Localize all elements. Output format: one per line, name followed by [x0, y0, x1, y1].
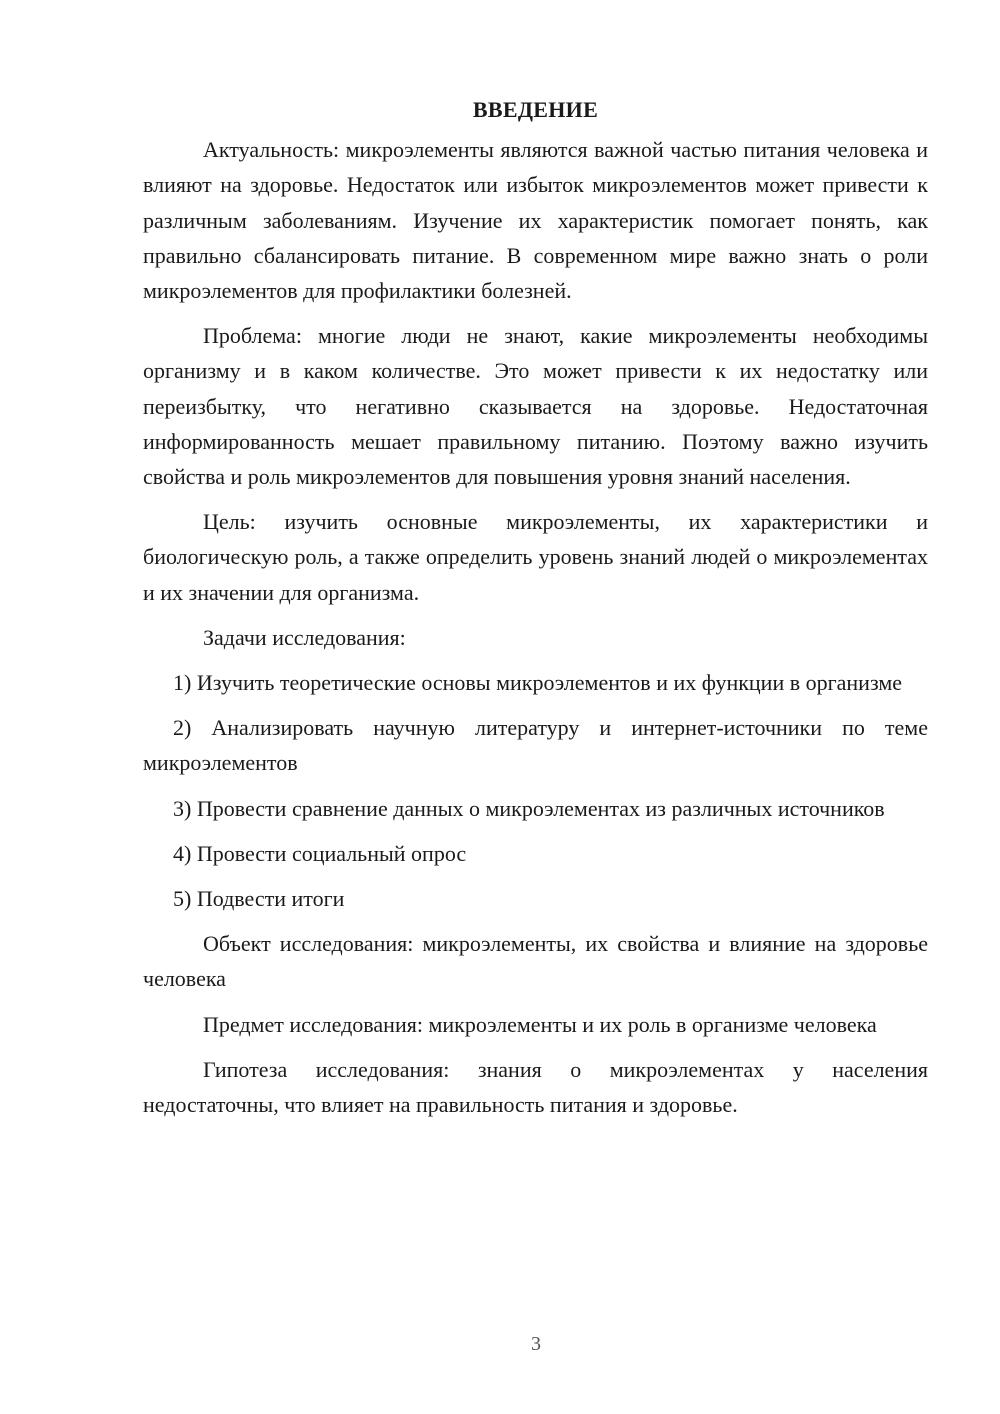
task-item-2: 2) Анализировать научную литературу и интернет-источники по теме микроэлементов: [143, 715, 928, 776]
paragraph-hypothesis: Гипотеза исследования: знания о микроэлементах у населения недостаточны, что влияет на правильность питания и здоровье.: [143, 1056, 928, 1118]
paragraph-goal: Цель: изучить основные микроэлементы, их характеристики и биологическую роль, а также определить уровень знаний людей о микроэлементах и их значении для организма.: [143, 509, 928, 605]
paragraph-problem: Проблема: многие люди не знают, какие микроэлементы необходимы организму и в каком количестве. Это может привести к их недостатку или переизбытку, что негативно сказывается на здоровье. Недостаточная информированность мешает правильному питанию. Поэтому важно изучить свойства и роль микроэлементов для повышения уровня знаний населения.: [143, 323, 928, 490]
tasks-heading: Задачи исследования:: [203, 624, 406, 650]
document-body: [143, 92, 928, 1122]
page-number: 3: [531, 1333, 541, 1355]
task-item-5: 5) Подвести итоги: [173, 886, 345, 912]
task-item-1: 1) Изучить теоретические основы микроэлементов и их функции в организме: [173, 670, 903, 696]
task-item-4: 4) Провести социальный опрос: [173, 840, 467, 866]
paragraph-relevance: Актуальность: микроэлементы являются важной частью питания человека и влияют на здоровье. Недостаток или избыток микроэлементов может привести к различным заболеваниям. Изучение их характеристик помогает понять, как правильно сбалансировать питание. В современном мире важно знать о роли микроэлементов для профилактики болезней.: [143, 137, 928, 304]
paragraph-object: Объект исследования: микроэлементы, их свойства и влияние на здоровье человека: [143, 931, 928, 992]
paragraph-subject: Предмет исследования: микроэлементы и их роль в организме человека: [203, 1011, 877, 1037]
section-title: ВВЕДЕНИЕ: [472, 97, 599, 122]
task-item-3: 3) Провести сравнение данных о микроэлементах из различных источников: [173, 795, 885, 821]
